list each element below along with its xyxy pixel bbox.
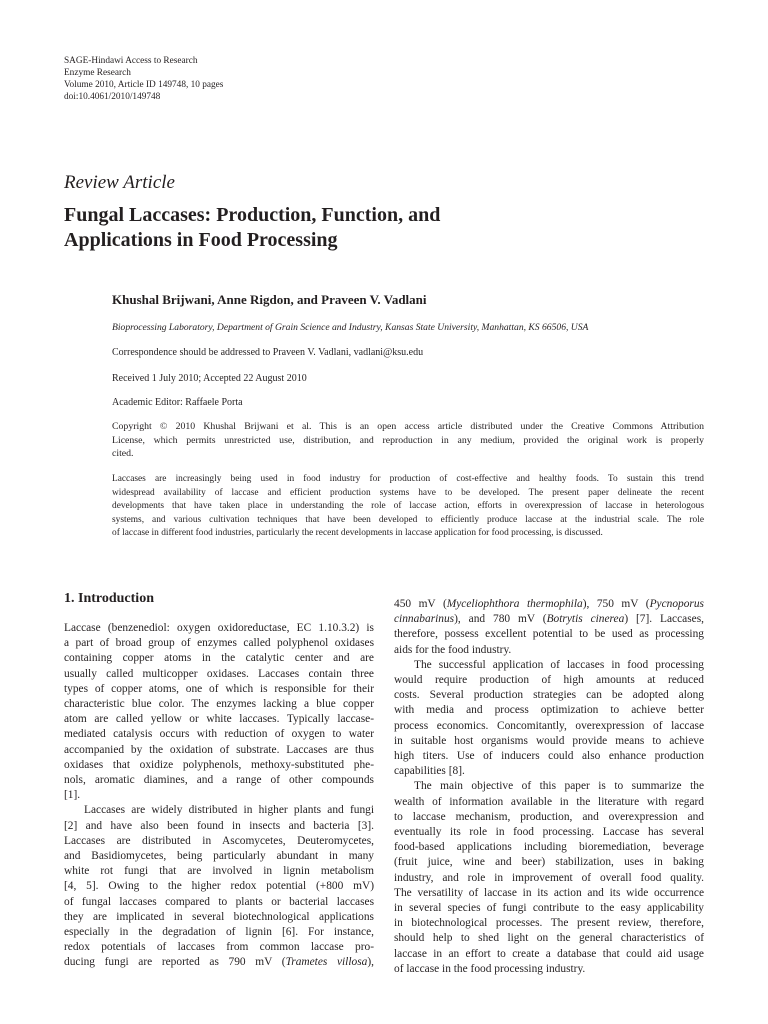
- body-column-right: [394, 597, 704, 977]
- journal-volume: Volume 2010, Article ID 149748, 10 pages: [64, 80, 224, 90]
- correspondence-text: Correspondence should be addressed to Praveen V. Vadlani,: [112, 347, 354, 358]
- body-line: containing copper atoms in the catalytic center and are: [64, 652, 374, 665]
- body-line: The main objective of this paper is to summarize the: [414, 780, 704, 793]
- abstract: [112, 473, 704, 541]
- journal-publisher: SAGE-Hindawi Access to Research: [64, 56, 198, 66]
- body-line: The successful application of laccases in food processing: [414, 658, 704, 671]
- body-line: therefore, possess excellent potential to be used as processing: [394, 628, 704, 641]
- journal-name: Enzyme Research: [64, 68, 131, 78]
- body-line: a part of broad group of enzymes called polyphenol oxidases: [64, 637, 374, 650]
- body-line: capabilities [8].: [394, 765, 465, 778]
- authors: Khushal Brijwani, Anne Rigdon, and Praveen V. Vadlani: [112, 292, 427, 307]
- body-line: [2] and have also been found in insects and bacteria [3].: [64, 819, 374, 832]
- body-text: ducing fungi are reported as 790 mV (: [64, 956, 286, 969]
- title-line-2: Applications in Food Processing: [64, 229, 338, 251]
- abstract-line: systems, and various cultivation techniques that have been developed to efficiently produce laccase at the industrial scale. The role: [112, 514, 704, 525]
- copyright-line: Copyright © 2010 Khushal Brijwani et al. This is an open access article distributed under the Creative Commons Attribution: [112, 421, 704, 432]
- copyright-line: License, which permits unrestricted use, distribution, and reproduction in any medium, provided the original work is properly: [112, 434, 704, 446]
- paper-title: [64, 203, 624, 253]
- body-line: especially in the degradation of lignin [6]. For instance,: [64, 926, 374, 939]
- body-line: [394, 597, 704, 612]
- body-line: [394, 612, 704, 627]
- species-name: Trametes villosa: [285, 956, 368, 969]
- body-line: nols, aromatic diamines, and a range of other compounds: [64, 774, 374, 787]
- body-line: oxidases that oxidize polyphenols, methoxy-substituted phe-: [64, 758, 374, 771]
- article-type: Review Article: [64, 172, 175, 193]
- body-line: of fungal laccases compared to plants or bacterial laccases: [64, 895, 374, 908]
- body-line: Laccase (benzenediol: oxygen oxidoreductase, EC 1.10.3.2) is: [64, 622, 374, 634]
- body-text: ), 750 mV (: [582, 598, 650, 610]
- body-line: mediated catalysis occurs with reduction of oxygen to water: [64, 728, 374, 741]
- body-line: eventually its role in food processing. Laccase has several: [394, 826, 704, 839]
- abstract-line: developments that have taken place in understanding the role of laccase action, efforts in overexpression of laccase in heterologous: [112, 501, 704, 511]
- species-name: Pycnoporus: [649, 598, 704, 610]
- body-column-left: [64, 621, 374, 971]
- body-line: with media and process optimization to achieve better: [394, 704, 704, 717]
- species-name: Myceliophthora thermophila: [446, 598, 583, 610]
- abstract-line: Laccases are increasingly being used in food industry for production of cost-effective and healthy foods. To sustain this trend: [112, 474, 704, 484]
- body-line: [64, 955, 374, 970]
- correspondence: [112, 347, 423, 358]
- body-line: process economics. Concomitantly, overexpression of laccase: [394, 719, 704, 732]
- body-text: ),: [367, 956, 374, 969]
- body-line: aids for the food industry.: [394, 643, 512, 656]
- body-line: characteristic blue color. The enzymes lacking a blue copper: [64, 698, 374, 711]
- body-line: food-based applications including bioremediation, beverage: [394, 841, 704, 854]
- body-line: white rot fungi that are involved in lignin metabolism: [64, 865, 374, 878]
- body-text: ), and 780 mV (: [454, 613, 547, 626]
- body-line: industry, and role in improvement of overall food quality.: [394, 871, 704, 884]
- body-line: laccase in an effort to create a database that could aid usage: [394, 947, 704, 960]
- body-line: in biotechnological processes. The present review, therefore,: [394, 917, 704, 930]
- title-line-1: Fungal Laccases: Production, Function, and: [64, 204, 441, 226]
- body-line: redox potentials of laccases from common laccase pro-: [64, 941, 374, 954]
- body-line: Laccases are widely distributed in higher plants and fungi: [84, 804, 374, 817]
- body-line: Laccases are distributed in Ascomycetes, Deuteromycetes,: [64, 834, 374, 847]
- body-line: in several species of fungi contribute to the easy applicability: [394, 902, 704, 915]
- body-line: costs. Several production strategies can be adopted along: [394, 689, 704, 702]
- body-line: [4, 5]. Owing to the higher redox potential (+800 mV): [64, 880, 374, 893]
- body-line: and Basidiomycetes, being particularly abundant in many: [64, 850, 374, 863]
- body-text: ) [7]. Laccases,: [624, 613, 704, 626]
- body-line: The versatility of laccase in its action and its wide occurrence: [394, 886, 704, 899]
- body-line: should help to shed light on the general characteristics of: [394, 932, 704, 945]
- copyright-notice: [112, 420, 704, 461]
- species-name: cinnabarinus: [394, 613, 455, 626]
- body-line: accompanied by the oxidation of substrate. Laccases are thus: [64, 743, 374, 756]
- body-line: they are implicated in several biotechnological applications: [64, 910, 374, 923]
- species-name: Botrytis cinerea: [546, 613, 625, 626]
- body-line: wealth of information available in the literature with regard: [394, 795, 704, 808]
- abstract-line: widespread availability of laccase and efficient production systems have to be developed. The present paper delineate the recent: [112, 487, 704, 498]
- received-dates: Received 1 July 2010; Accepted 22 August 2010: [112, 373, 307, 384]
- body-line: high titers. Use of inducers could also enhance production: [394, 750, 704, 763]
- academic-editor: Academic Editor: Raffaele Porta: [112, 397, 243, 408]
- affiliation: Bioprocessing Laboratory, Department of Grain Science and Industry, Kansas State University, Manhattan, KS 66506, USA: [112, 322, 589, 333]
- body-line: would require production of high amounts at reduced: [394, 674, 704, 687]
- body-line: of laccase in the food processing industry.: [394, 962, 586, 975]
- body-line: atom are called yellow or white laccases. Typically laccase-: [64, 713, 374, 726]
- journal-doi: doi:10.4061/2010/149748: [64, 92, 161, 102]
- copyright-line: cited.: [112, 448, 134, 459]
- body-line: usually called multicopper oxidases. Laccases contain three: [64, 667, 374, 680]
- abstract-line: of laccase in different food industries, particularly the recent developments in laccase application for food processing, is discussed.: [112, 528, 603, 538]
- body-line: to laccase mechanism, production, and overexpression and: [394, 810, 704, 823]
- body-line: [1].: [64, 789, 81, 802]
- body-text: 450 mV (: [394, 598, 447, 610]
- journal-info: [64, 55, 223, 103]
- body-line: (fruit juice, wine and beer) stabilization, uses in baking: [394, 856, 704, 869]
- section-heading-introduction: 1. Introduction: [64, 591, 154, 606]
- correspondence-email-link[interactable]: vadlani@ksu.edu: [353, 347, 424, 358]
- body-line: types of copper atoms, one of which is responsible for their: [64, 682, 374, 695]
- body-line: in suitable host organisms would provide means to achieve: [394, 734, 704, 747]
